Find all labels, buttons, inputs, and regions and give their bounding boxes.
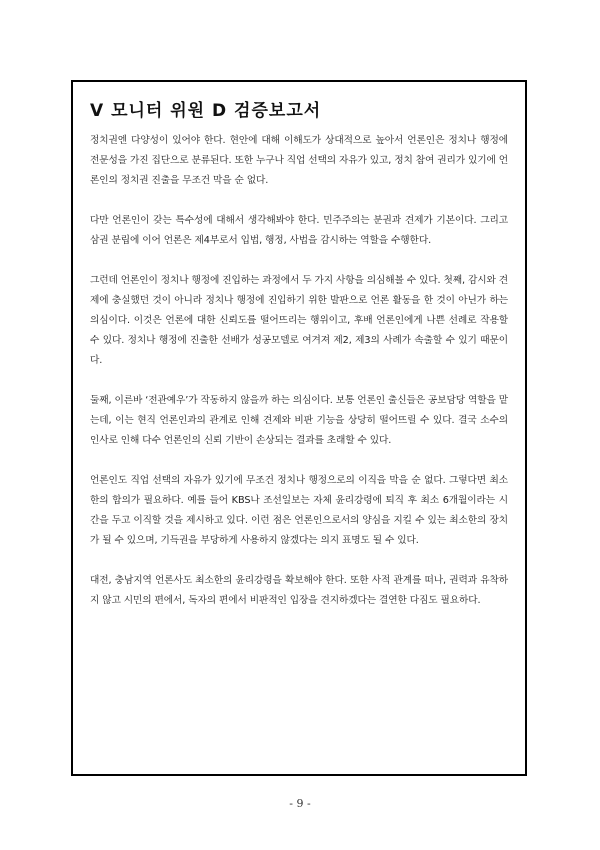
paragraph-4: 둘째, 이른바 ‘전관예우’가 작동하지 않을까 하는 의심이다. 보통 언론인 출신들은 공보담당 역할을 맡는데, 이는 현직 언론인과의 관계로 인해 견제와 비판 기능을 상당히 떨어뜨릴 수 있다. 결국 소수의 인사로 인해 다수 언론인의 신뢰 기반이 손상되는 결과를 초래할 수 있다.	[90, 395, 508, 446]
paragraph-3: 그런데 언론인이 정치나 행정에 진입하는 과정에서 두 가지 사항을 의심해볼 수 있다. 첫째, 감시와 견제에 충실했던 것이 아니라 정치나 행정에 진입하기 위한 발판으로 언론 활동을 한 것이 아닌가 하는 의심이다. 이것은 언론에 대한 신뢰도를 떨어뜨리는 행위이고, 후배 언론인에게 나쁜 선례로 작용할 수 있다. 정치나 행정에 진출한 선배가 성공모델로 여겨져 제2, 제3의 사례가 속출할 수 있기 때문이다.	[90, 275, 508, 366]
paragraph-2: 다만 언론인이 갖는 특수성에 대해서 생각해봐야 한다. 민주주의는 분권과 견제가 기본이다. 그리고 삼권 분립에 이어 언론은 제4부로서 입법, 행정, 사법을 감시하는 역할을 수행한다.	[90, 215, 508, 246]
paragraph-1: 정치권엔 다양성이 있어야 한다. 현안에 대해 이해도가 상대적으로 높아서 언론인은 정치나 행정에 전문성을 가진 집단으로 분류된다. 또한 누구나 직업 선택의 자유가 있고, 정치 참여 권리가 있기에 언론인의 정치권 진출을 무조건 막을 순 없다.	[90, 135, 508, 186]
report-title: V 모니터 위원 D 검증보고서	[90, 101, 322, 121]
page-number: - 9 -	[289, 797, 311, 810]
report-box	[71, 80, 527, 776]
paragraph-6: 대전, 충남지역 언론사도 최소한의 윤리강령을 확보해야 한다. 또한 사적 관계를 떠나, 권력과 유착하지 않고 시민의 편에서, 독자의 편에서 비판적인 입장을 견지하겠다는 결연한 다짐도 필요하다.	[90, 575, 508, 606]
paragraph-5: 언론인도 직업 선택의 자유가 있기에 무조건 정치나 행정으로의 이직을 막을 순 없다. 그렇다면 최소한의 합의가 필요하다. 예를 들어 KBS나 조선일보는 자체 윤리강령에 퇴직 후 최소 6개월이라는 시간을 두고 이직할 것을 제시하고 있다. 이런 점은 언론인으로서의 양심을 지킬 수 있는 최소한의 장치가 될 수 있으며, 기득권을 부당하게 사용하지 않겠다는 의지 표명도 될 수 있다.	[90, 475, 508, 546]
